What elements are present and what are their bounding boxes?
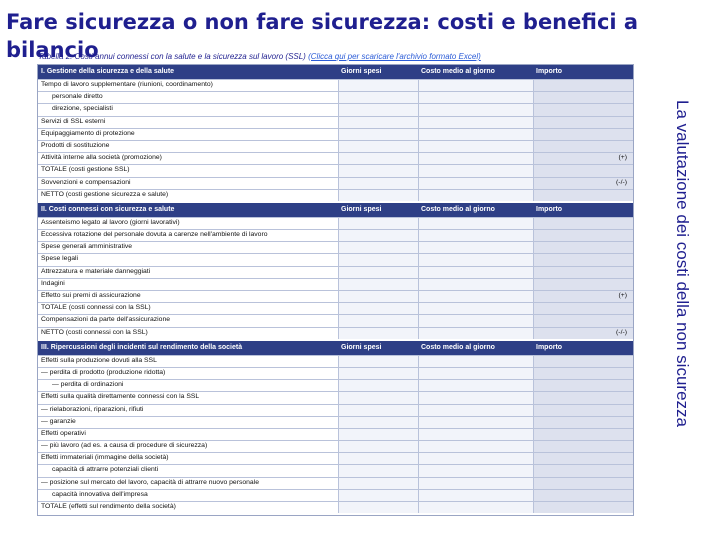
table-row xyxy=(38,452,633,464)
giorni-spesi-cell[interactable] xyxy=(338,190,418,201)
column-header-giorni-spesi: Giorni spesi xyxy=(341,205,382,213)
importo-cell xyxy=(533,242,633,253)
column-header-importo: Importo xyxy=(536,68,563,75)
row-label: NETTO (costi connessi con la SSL) xyxy=(38,328,338,339)
side-caption xyxy=(672,100,692,480)
row-label: — perdita di prodotto (produzione ridotta) xyxy=(38,368,338,379)
table-row xyxy=(38,314,633,326)
giorni-spesi-cell[interactable] xyxy=(338,315,418,326)
costo-medio-cell[interactable] xyxy=(418,502,533,513)
importo-cell xyxy=(533,230,633,241)
costo-medio-cell[interactable] xyxy=(418,490,533,501)
row-label: Effetti operativi xyxy=(38,429,338,440)
download-excel-link[interactable]: (Clicca qui per scaricare l'archivio formato Excel) xyxy=(308,52,481,61)
giorni-spesi-cell[interactable] xyxy=(338,405,418,416)
giorni-spesi-cell[interactable] xyxy=(338,392,418,403)
importo-cell xyxy=(533,453,633,464)
giorni-spesi-cell[interactable] xyxy=(338,92,418,103)
giorni-spesi-cell[interactable] xyxy=(338,141,418,152)
costo-medio-cell[interactable] xyxy=(418,328,533,339)
importo-cell xyxy=(533,104,633,115)
importo-cell xyxy=(533,441,633,452)
table-row xyxy=(38,266,633,278)
table-row xyxy=(38,103,633,115)
giorni-spesi-cell[interactable] xyxy=(338,254,418,265)
table-row xyxy=(38,391,633,403)
table-row xyxy=(38,327,633,339)
row-label: — perdita di ordinazioni xyxy=(38,380,338,391)
row-label: Attrezzatura e materiale danneggiati xyxy=(38,267,338,278)
giorni-spesi-cell[interactable] xyxy=(338,490,418,501)
row-label: Effetti sulla produzione dovuti alla SSL xyxy=(38,356,338,367)
cost-table xyxy=(37,64,634,516)
table-row xyxy=(38,302,633,314)
column-header-importo: Importo xyxy=(536,343,563,351)
row-label: Assenteismo legato al lavoro (giorni lavorativi) xyxy=(38,218,338,229)
row-label: NETTO (costi gestione sicurezza e salute) xyxy=(38,190,338,201)
column-header-costo-medio: Costo medio al giorno xyxy=(421,205,495,213)
table-section xyxy=(38,341,633,515)
giorni-spesi-cell[interactable] xyxy=(338,242,418,253)
giorni-spesi-cell[interactable] xyxy=(338,129,418,140)
costo-medio-cell[interactable] xyxy=(418,117,533,128)
costo-medio-cell[interactable] xyxy=(418,254,533,265)
row-label: TOTALE (costi gestione SSL) xyxy=(38,165,338,176)
row-label: Servizi di SSL esterni xyxy=(38,117,338,128)
section-header xyxy=(38,65,633,79)
table-row xyxy=(38,128,633,140)
costo-medio-cell[interactable] xyxy=(418,465,533,476)
section-title: II. Costi connessi con sicurezza e salute xyxy=(41,205,175,213)
giorni-spesi-cell[interactable] xyxy=(338,117,418,128)
row-label: Effetto sui premi di assicurazione xyxy=(38,291,338,302)
giorni-spesi-cell[interactable] xyxy=(338,465,418,476)
table-row xyxy=(38,440,633,452)
row-label: Sovvenzioni e compensazioni xyxy=(38,178,338,189)
table-row xyxy=(38,278,633,290)
costo-medio-cell[interactable] xyxy=(418,92,533,103)
table-caption-text: Tabella 2: Costi annui connessi con la salute e la sicurezza sul lavoro (SSL) xyxy=(38,52,306,61)
row-label: — rielaborazioni, riparazioni, rifiuti xyxy=(38,405,338,416)
importo-cell xyxy=(533,129,633,140)
row-label: — più lavoro (ad es. a causa di procedure di sicurezza) xyxy=(38,441,338,452)
costo-medio-cell[interactable] xyxy=(418,303,533,314)
costo-medio-cell[interactable] xyxy=(418,153,533,164)
giorni-spesi-cell[interactable] xyxy=(338,417,418,428)
importo-cell xyxy=(533,254,633,265)
row-label: — garanzie xyxy=(38,417,338,428)
table-row xyxy=(38,416,633,428)
column-header-giorni-spesi: Giorni spesi xyxy=(341,68,382,75)
importo-cell: (+) xyxy=(533,153,633,164)
table-row xyxy=(38,464,633,476)
giorni-spesi-cell[interactable] xyxy=(338,453,418,464)
giorni-spesi-cell[interactable] xyxy=(338,380,418,391)
importo-cell xyxy=(533,392,633,403)
table-row xyxy=(38,217,633,229)
costo-medio-cell[interactable] xyxy=(418,279,533,290)
importo-cell xyxy=(533,315,633,326)
importo-cell xyxy=(533,502,633,513)
row-label: personale diretto xyxy=(38,92,338,103)
row-label: — posizione sul mercato del lavoro, capacità di attrarre nuovo personale xyxy=(38,478,338,489)
costo-medio-cell[interactable] xyxy=(418,392,533,403)
giorni-spesi-cell[interactable] xyxy=(338,153,418,164)
column-header-importo: Importo xyxy=(536,205,563,213)
table-row xyxy=(38,189,633,201)
table-row xyxy=(38,229,633,241)
giorni-spesi-cell[interactable] xyxy=(338,303,418,314)
importo-cell xyxy=(533,429,633,440)
costo-medio-cell[interactable] xyxy=(418,104,533,115)
costo-medio-cell[interactable] xyxy=(418,230,533,241)
row-label: Attività interne alla società (promozione) xyxy=(38,153,338,164)
importo-cell xyxy=(533,303,633,314)
table-row xyxy=(38,116,633,128)
row-label: Eccessiva rotazione del personale dovuta a carenze nell'ambiente di lavoro xyxy=(38,230,338,241)
costo-medio-cell[interactable] xyxy=(418,165,533,176)
costo-medio-cell[interactable] xyxy=(418,405,533,416)
table-row xyxy=(38,404,633,416)
row-label: capacità di attrarre potenziali clienti xyxy=(38,465,338,476)
row-label: TOTALE (costi connessi con la SSL) xyxy=(38,303,338,314)
importo-cell xyxy=(533,92,633,103)
importo-cell: (-/-) xyxy=(533,178,633,189)
section-header xyxy=(38,203,633,217)
table-row xyxy=(38,290,633,302)
giorni-spesi-cell[interactable] xyxy=(338,429,418,440)
table-row xyxy=(38,355,633,367)
section-title: III. Ripercussioni degli incidenti sul rendimento della società xyxy=(41,343,243,351)
importo-cell xyxy=(533,380,633,391)
table-row xyxy=(38,477,633,489)
table-section xyxy=(38,65,633,203)
giorni-spesi-cell[interactable] xyxy=(338,368,418,379)
costo-medio-cell[interactable] xyxy=(418,129,533,140)
importo-cell xyxy=(533,356,633,367)
giorni-spesi-cell[interactable] xyxy=(338,80,418,91)
costo-medio-cell[interactable] xyxy=(418,190,533,201)
giorni-spesi-cell[interactable] xyxy=(338,441,418,452)
row-label: Compensazioni da parte dell'assicurazione xyxy=(38,315,338,326)
table-row xyxy=(38,428,633,440)
giorni-spesi-cell[interactable] xyxy=(338,328,418,339)
importo-cell xyxy=(533,405,633,416)
importo-cell xyxy=(533,218,633,229)
costo-medio-cell[interactable] xyxy=(418,429,533,440)
giorni-spesi-cell[interactable] xyxy=(338,165,418,176)
costo-medio-cell[interactable] xyxy=(418,315,533,326)
row-label: Spese generali amministrative xyxy=(38,242,338,253)
importo-cell xyxy=(533,490,633,501)
importo-cell xyxy=(533,279,633,290)
importo-cell: (+) xyxy=(533,291,633,302)
table-row xyxy=(38,241,633,253)
costo-medio-cell[interactable] xyxy=(418,178,533,189)
importo-cell xyxy=(533,141,633,152)
section-title: I. Gestione della sicurezza e della salute xyxy=(41,68,175,75)
importo-cell xyxy=(533,267,633,278)
giorni-spesi-cell[interactable] xyxy=(338,478,418,489)
costo-medio-cell[interactable] xyxy=(418,441,533,452)
giorni-spesi-cell[interactable] xyxy=(338,178,418,189)
row-label: Spese legali xyxy=(38,254,338,265)
row-label: Prodotti di sostituzione xyxy=(38,141,338,152)
costo-medio-cell[interactable] xyxy=(418,218,533,229)
giorni-spesi-cell[interactable] xyxy=(338,104,418,115)
giorni-spesi-cell[interactable] xyxy=(338,218,418,229)
row-label: Indagini xyxy=(38,279,338,290)
table-row xyxy=(38,253,633,265)
row-label: TOTALE (effetti sul rendimento della società) xyxy=(38,502,338,513)
section-header xyxy=(38,341,633,355)
importo-cell xyxy=(533,478,633,489)
row-label: capacità innovativa dell'impresa xyxy=(38,490,338,501)
giorni-spesi-cell[interactable] xyxy=(338,279,418,290)
row-label: Effetti immateriali (immagine della società) xyxy=(38,453,338,464)
table-section xyxy=(38,203,633,341)
costo-medio-cell[interactable] xyxy=(418,80,533,91)
table-row xyxy=(38,489,633,501)
importo-cell xyxy=(533,117,633,128)
table-row xyxy=(38,140,633,152)
row-label: Tempo di lavoro supplementare (riunioni, coordinamento) xyxy=(38,80,338,91)
giorni-spesi-cell[interactable] xyxy=(338,230,418,241)
importo-cell xyxy=(533,417,633,428)
costo-medio-cell[interactable] xyxy=(418,417,533,428)
table-row xyxy=(38,91,633,103)
column-header-giorni-spesi: Giorni spesi xyxy=(341,343,382,351)
importo-cell: (-/-) xyxy=(533,328,633,339)
importo-cell xyxy=(533,165,633,176)
row-label: Effetti sulla qualità direttamente connessi con la SSL xyxy=(38,392,338,403)
giorni-spesi-cell[interactable] xyxy=(338,267,418,278)
side-caption-text: La valutazione dei costi della non sicurezza xyxy=(673,100,692,427)
costo-medio-cell[interactable] xyxy=(418,368,533,379)
table-row xyxy=(38,164,633,176)
table-row xyxy=(38,152,633,164)
table-row xyxy=(38,79,633,91)
importo-cell xyxy=(533,368,633,379)
table-row xyxy=(38,501,633,513)
table-row xyxy=(38,177,633,189)
costo-medio-cell[interactable] xyxy=(418,267,533,278)
costo-medio-cell[interactable] xyxy=(418,141,533,152)
giorni-spesi-cell[interactable] xyxy=(338,356,418,367)
importo-cell xyxy=(533,80,633,91)
row-label: Equipaggiamento di protezione xyxy=(38,129,338,140)
importo-cell xyxy=(533,465,633,476)
giorni-spesi-cell[interactable] xyxy=(338,502,418,513)
costo-medio-cell[interactable] xyxy=(418,453,533,464)
costo-medio-cell[interactable] xyxy=(418,356,533,367)
costo-medio-cell[interactable] xyxy=(418,291,533,302)
table-row xyxy=(38,367,633,379)
costo-medio-cell[interactable] xyxy=(418,478,533,489)
importo-cell xyxy=(533,190,633,201)
costo-medio-cell[interactable] xyxy=(418,380,533,391)
giorni-spesi-cell[interactable] xyxy=(338,291,418,302)
table-row xyxy=(38,379,633,391)
column-header-costo-medio: Costo medio al giorno xyxy=(421,343,495,351)
row-label: direzione, specialisti xyxy=(38,104,338,115)
column-header-costo-medio: Costo medio al giorno xyxy=(421,68,495,75)
costo-medio-cell[interactable] xyxy=(418,242,533,253)
page-title: Fare sicurezza o non fare sicurezza: costi e benefici a bilancio xyxy=(6,10,639,62)
